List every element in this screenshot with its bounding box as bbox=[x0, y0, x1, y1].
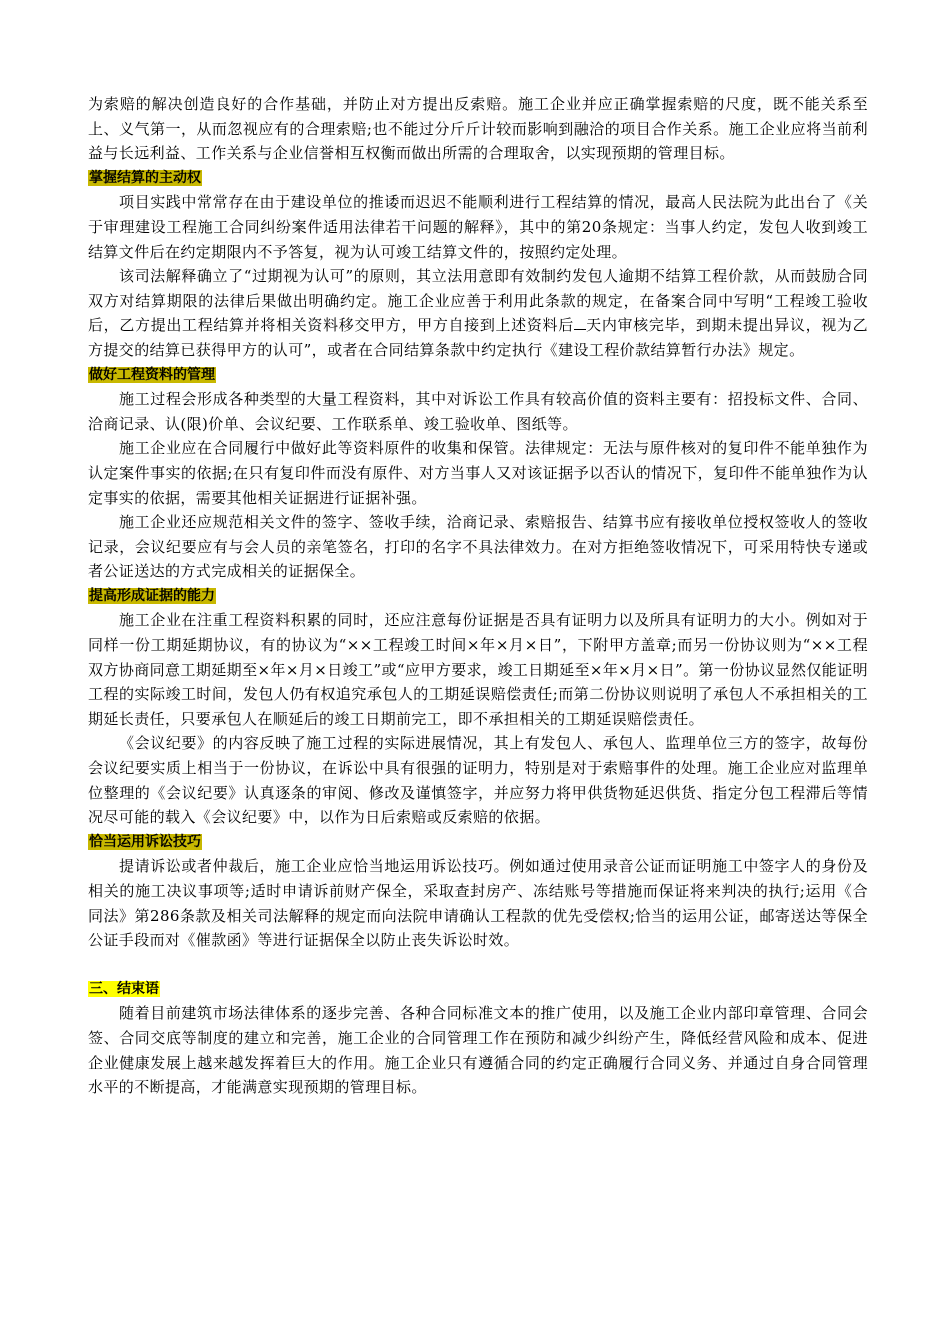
intro-paragraph: 为索赔的解决创造良好的合作基础，并防止对方提出反索赔。施工企业并应正确掌握索赔的尺度，既不能关系至上、义气第一，从而忽视应有的合理索赔;也不能过分斤斤计较而影响到融洽的项目合作关系。施工企业应将当前利益与长远利益、工作关系与企业信誉相互权衡而做出所需的合理取舍，以实现预期的管理目标。 bbox=[88, 95, 868, 163]
heading-highlight: 三、结束语 bbox=[89, 980, 159, 997]
litigation-paragraph-1: 提请诉讼或者仲裁后，施工企业应恰当地运用诉讼技巧。例如通过使用录音公证而证明施工中签字人的身份及相关的施工决议事项等;适时申请诉前财产保全，采取查封房产、冻结账号等措施而保证将来判决的执行;运用《合同法》第286条款及相关司法解释的规定而向法院申请确认工程款的优先受偿权;恰当的运用公证，邮寄送达等保全公证手段而对《催款函》等进行证据保全以防止丧失诉讼时效。 bbox=[88, 857, 868, 950]
heading-highlight: 做好工程资料的管理 bbox=[89, 366, 215, 383]
evidence-paragraph-2: 《会议纪要》的内容反映了施工过程的实际进展情况，其上有发包人、承包人、监理单位三方的签字，故每份会议纪要实质上相当于一份协议，在诉讼中具有很强的证明力，特别是对于索赔事件的处理。施工企业应对监理单位整理的《会议纪要》认真逐条的审阅、修改及谨慎签字，并应努力将甲供货物延迟供货、指定分包工程滞后等情况尽可能的载入《会议纪要》中，以作为日后索赔或反索赔的依据。 bbox=[88, 734, 868, 827]
section-heading-documents bbox=[88, 363, 868, 388]
section-heading-conclusion bbox=[88, 977, 868, 1002]
settlement-paragraph-2-part-b: 天内审核完毕，到期未提出异议，视为乙方提交的结算已获得甲方的认可”，或者在合同结算条款中约定执行《建设工程价款结算暂行办法》规定。 bbox=[88, 316, 868, 359]
section-heading-litigation bbox=[88, 830, 868, 855]
heading-highlight: 掌握结算的主动权 bbox=[89, 169, 201, 186]
heading-highlight: 恰当运用诉讼技巧 bbox=[89, 833, 201, 850]
documents-paragraph-2: 施工企业应在合同履行中做好此等资料原件的收集和保管。法律规定：无法与原件核对的复印件不能单独作为认定案件事实的依据;在只有复印件而没有原件、对方当事人又对该证据予以否认的情况下，复印件不能单独作为认定事实的依据，需要其他相关证据进行证据补强。 bbox=[88, 439, 868, 507]
heading-highlight: 提高形成证据的能力 bbox=[89, 587, 215, 604]
spacer bbox=[88, 953, 868, 977]
blank-underline bbox=[574, 315, 586, 330]
documents-paragraph-1: 施工过程会形成各种类型的大量工程资料，其中对诉讼工作具有较高价值的资料主要有：招投标文件、合同、洽商记录、认(限)价单、会议纪要、工作联系单、竣工验收单、图纸等。 bbox=[88, 390, 868, 433]
document-page bbox=[88, 92, 868, 1100]
conclusion-paragraph-1: 随着目前建筑市场法律体系的逐步完善、各种合同标准文本的推广使用，以及施工企业内部印章管理、合同会签、合同交底等制度的建立和完善，施工企业的合同管理工作在预防和减少纠纷产生，降低经营风险和成本、促进企业健康发展上越来越发挥着巨大的作用。施工企业只有遵循合同的约定正确履行合同义务、并通过自身合同管理水平的不断提高，才能满意实现预期的管理目标。 bbox=[88, 1004, 868, 1097]
settlement-paragraph-1: 项目实践中常常存在由于建设单位的推诿而迟迟不能顺利进行工程结算的情况，最高人民法院为此出台了《关于审理建设工程施工合同纠纷案件适用法律若干问题的解释》，其中的第20条规定：当事人约定，发包人收到竣工结算文件后在约定期限内不予答复，视为认可竣工结算文件的，按照约定处理。 bbox=[88, 193, 868, 261]
evidence-paragraph-1: 施工企业在注重工程资料积累的同时，还应注意每份证据是否具有证明力以及所具有证明力的大小。例如对于同样一份工期延期协议，有的协议为“××工程竣工时间×年×月×日”，下附甲方盖章;而另一份协议则为“××工程双方协商同意工期延期至×年×月×日竣工”或“应甲方要求，竣工日期延至×年×月×日”。第一份协议显然仅能证明工程的实际竣工时间，发包人仍有权追究承包人的工期延误赔偿责任;而第二份协议则说明了承包人不承担相关的工期延长责任，只要承包人在顺延后的竣工日期前完工，即不承担相关的工期延误赔偿责任。 bbox=[88, 611, 868, 728]
section-heading-settlement bbox=[88, 166, 868, 191]
documents-paragraph-3: 施工企业还应规范相关文件的签字、签收手续，洽商记录、索赔报告、结算书应有接收单位授权签收人的签收记录，会议纪要应有与会人员的亲笔签名，打印的名字不具法律效力。在对方拒绝签收情况下，可采用特快专递或者公证送达的方式完成相关的证据保全。 bbox=[88, 513, 868, 581]
settlement-paragraph-2 bbox=[88, 264, 868, 362]
settlement-paragraph-2-part-a: 该司法解释确立了“过期视为认可”的原则，其立法用意即有效制约发包人逾期不结算工程价款，从而鼓励合同双方对结算期限的法律后果做出明确约定。施工企业应善于利用此条款的规定，在备案合同中写明“工程竣工验收后，乙方提出工程结算并将相关资料移交甲方，甲方自接到上述资料后 bbox=[88, 267, 868, 335]
section-heading-evidence bbox=[88, 584, 868, 609]
